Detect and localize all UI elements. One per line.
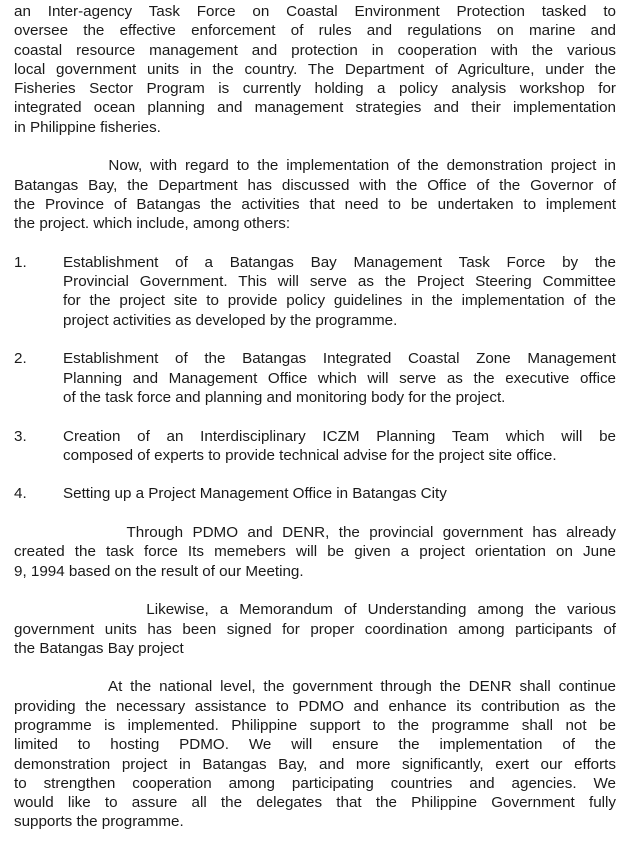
- text-line: Through PDMO and DENR, the provincial government has already: [14, 524, 616, 542]
- paragraph-demonstration-project: [14, 156, 616, 233]
- text-line: demonstration project in Batangas Bay, and more significantly, exert our efforts: [14, 755, 616, 773]
- text-line: Establishment of the Batangas Integrated Coastal Zone Management: [63, 350, 616, 368]
- list-number: 1.: [14, 253, 27, 271]
- text-line: programme is implemented. Philippine support to the programme shall not be: [14, 716, 616, 734]
- text-line: the Province of Batangas the activities that need to be undertaken to implement: [14, 195, 616, 213]
- text-line: for the project site to provide policy guidelines in the implementation of the: [63, 292, 616, 310]
- text-line: At the national level, the government through the DENR shall continue: [14, 678, 616, 696]
- list-number: 2.: [14, 350, 27, 368]
- list-item-1: [14, 253, 616, 330]
- text-line: Establishment of a Batangas Bay Management Task Force by the: [63, 253, 616, 271]
- text-line: supports the programme.: [14, 813, 184, 831]
- text-line: of the task force and planning and monitoring body for the project.: [63, 388, 506, 406]
- text-line: oversee the effective enforcement of rules and regulations on marine and: [14, 22, 616, 40]
- text-line: 9, 1994 based on the result of our Meeting.: [14, 562, 304, 580]
- text-line: Likewise, a Memorandum of Understanding among the various: [14, 601, 616, 619]
- paragraph-national-level: [14, 677, 616, 831]
- text-line: created the task force Its memebers will be given a project orientation on June: [14, 543, 616, 561]
- text-line: the Batangas Bay project: [14, 639, 184, 657]
- text-line: Now, with regard to the implementation of the demonstration project in: [14, 157, 616, 175]
- text-line: Fisheries Sector Program is currently holding a policy analysis workshop for: [14, 80, 616, 98]
- text-line: Setting up a Project Management Office in Batangas City: [63, 485, 447, 503]
- document-page: [14, 2, 616, 832]
- text-line: Batangas Bay, the Department has discussed with the Office of the Governor of: [14, 176, 616, 194]
- text-line: local government units in the country. The Department of Agriculture, under the: [14, 60, 616, 78]
- text-line: coastal resource management and protection in cooperation with the various: [14, 41, 616, 59]
- text-line: government units has been signed for proper coordination among participants of: [14, 620, 616, 638]
- text-line: project activities as developed by the programme.: [63, 311, 398, 329]
- list-item-4: [14, 484, 616, 503]
- text-line: composed of experts to provide technical advise for the project site office.: [63, 446, 557, 464]
- text-line: to strengthen cooperation among participating countries and agencies. We: [14, 774, 616, 792]
- paragraph-task-force: [14, 2, 616, 137]
- paragraph-pdmo-denr: [14, 523, 616, 581]
- text-line: limited to hosting PDMO. We will ensure the implementation of the: [14, 736, 616, 754]
- text-line: providing the necessary assistance to PDMO and enhance its contribution as the: [14, 697, 616, 715]
- text-line: Creation of an Interdisciplinary ICZM Planning Team which will be: [63, 427, 616, 445]
- list-item-2: [14, 349, 616, 407]
- text-line: Provincial Government. This will serve as the Project Steering Committee: [63, 273, 616, 291]
- list-number: 3.: [14, 427, 27, 445]
- paragraph-memorandum: [14, 600, 616, 658]
- text-line: the project. which include, among others:: [14, 215, 291, 233]
- text-line: in Philippine fisheries.: [14, 118, 161, 136]
- text-line: integrated ocean planning and management strategies and their implementation: [14, 99, 616, 117]
- text-line: Planning and Management Office which will serve as the executive office: [63, 369, 616, 387]
- list-item-3: [14, 427, 616, 466]
- text-line: an Inter-agency Task Force on Coastal Environment Protection tasked to: [14, 3, 616, 20]
- list-number: 4.: [14, 485, 27, 503]
- text-line: would like to assure all the delegates that the Philippine Government fully: [14, 794, 616, 812]
